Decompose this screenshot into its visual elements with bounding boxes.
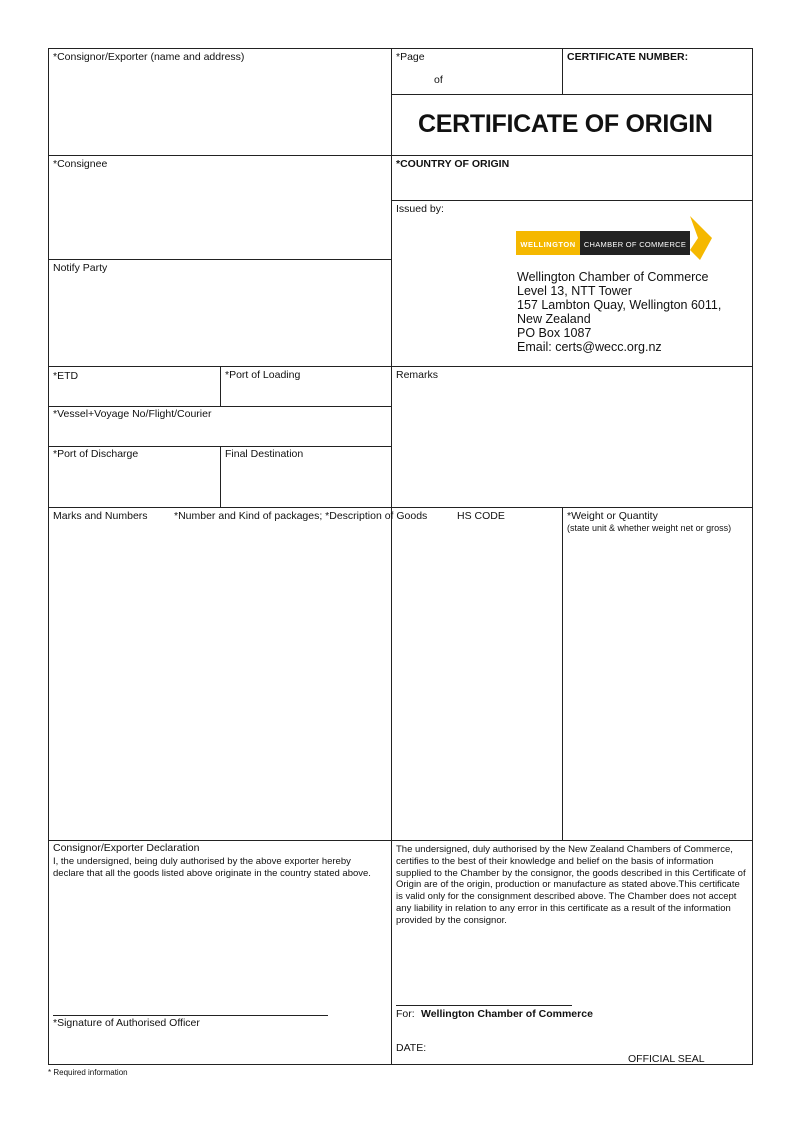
divider-h-country xyxy=(391,200,753,201)
final-destination-label: Final Destination xyxy=(225,448,304,460)
consignor-label: *Consignor/Exporter (name and address) xyxy=(53,51,245,63)
page-of-label: of xyxy=(434,74,443,86)
divider-h-notify xyxy=(48,259,391,260)
chamber-signature-line xyxy=(396,1005,572,1006)
logo-text-chamber: CHAMBER OF COMMERCE xyxy=(583,240,687,249)
for-label: For: xyxy=(396,1008,415,1020)
date-label: DATE: xyxy=(396,1042,427,1054)
issued-by-label: Issued by: xyxy=(396,203,444,215)
consignee-label: *Consignee xyxy=(53,158,108,170)
page-label: *Page xyxy=(396,51,425,63)
certificate-number-label: CERTIFICATE NUMBER: xyxy=(567,51,689,63)
divider-h-goods xyxy=(48,507,753,508)
issuer-email: Email: certs@wecc.org.nz xyxy=(517,340,662,354)
signature-label: *Signature of Authorised Officer xyxy=(53,1017,200,1029)
country-of-origin-label: *COUNTRY OF ORIGIN xyxy=(396,158,510,170)
issuer-name: Wellington Chamber of Commerce xyxy=(517,270,709,284)
divider-v-weight xyxy=(562,507,563,840)
divider-h-vessel xyxy=(48,406,391,407)
chamber-logo xyxy=(516,216,712,260)
declaration-title: Consignor/Exporter Declaration xyxy=(53,842,200,854)
divider-v-final-destination xyxy=(220,446,221,507)
for-chamber-name: Wellington Chamber of Commerce xyxy=(421,1008,593,1020)
signature-line xyxy=(53,1015,328,1016)
weight-quantity-label: *Weight or Quantity xyxy=(567,510,658,522)
issuer-address-line-1: Level 13, NTT Tower xyxy=(517,284,632,298)
weight-quantity-note: (state unit & whether weight net or gross) xyxy=(567,523,732,533)
logo-chevron xyxy=(690,216,712,260)
issuer-po-box: PO Box 1087 xyxy=(517,326,592,340)
declaration-text: I, the undersigned, being duly authorised by the above exporter hereby declare that all the goods listed above originate in the country stated above. xyxy=(53,856,371,879)
marks-and-numbers-label: Marks and Numbers xyxy=(53,510,148,522)
divider-h-page-row xyxy=(391,94,753,95)
port-of-loading-label: *Port of Loading xyxy=(225,369,301,381)
page-title: CERTIFICATE OF ORIGIN xyxy=(418,110,713,138)
official-seal-label: OFFICIAL SEAL xyxy=(628,1053,705,1065)
divider-h-shipping xyxy=(48,366,753,367)
divider-h-consignee xyxy=(48,155,753,156)
hs-code-label: HS CODE xyxy=(457,510,505,522)
chamber-certification-text: The undersigned, duly authorised by the New Zealand Chambers of Commerce, certifies to the best of their knowledge and belief on the basis of information supplied to the Chamber by the consignor, the goods described in this Certificate of Origin are of the origin, production or manufacture as stated above.This certificate is valid only for the consignment described above. The Chamber does not accept any liability in relation to any error in this certificate as a result of the information provided by the consignor. xyxy=(396,844,746,926)
port-of-discharge-label: *Port of Discharge xyxy=(53,448,139,460)
logo-text-wellington: WELLINGTON xyxy=(520,240,576,249)
issuer-address-line-2: 157 Lambton Quay, Wellington 6011, xyxy=(517,298,722,312)
packages-description-label: *Number and Kind of packages; *Description of Goods xyxy=(174,510,428,522)
divider-v-cert-number xyxy=(562,48,563,95)
notify-party-label: Notify Party xyxy=(53,262,108,274)
divider-v-port-loading xyxy=(220,366,221,406)
vessel-label: *Vessel+Voyage No/Flight/Courier xyxy=(53,408,212,420)
remarks-label: Remarks xyxy=(396,369,439,381)
issuer-address-line-3: New Zealand xyxy=(517,312,591,326)
required-information-note: * Required information xyxy=(48,1068,128,1077)
divider-h-declaration xyxy=(48,840,753,841)
etd-label: *ETD xyxy=(53,370,79,382)
